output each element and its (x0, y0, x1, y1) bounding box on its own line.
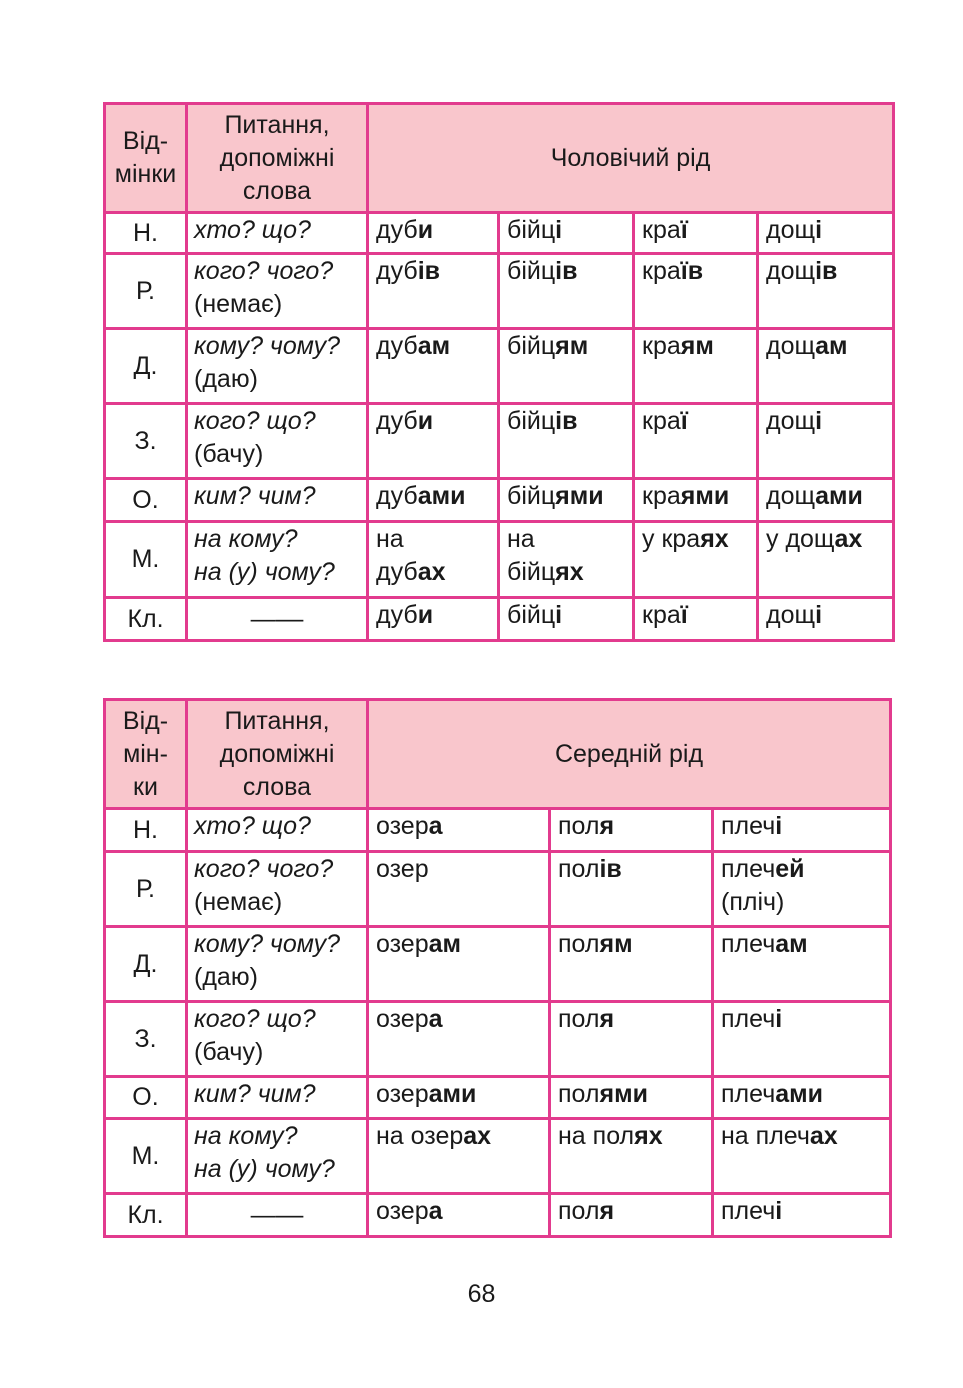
word-form (634, 522, 758, 598)
word-form (634, 329, 758, 404)
table-row (105, 1119, 891, 1194)
word-ending: ям (555, 332, 589, 360)
word-ending: ах (809, 1122, 838, 1150)
word-stem: озер (376, 930, 429, 958)
table-row (105, 927, 891, 1002)
question-text: на (у) чому? (194, 558, 335, 586)
page-number: 68 (467, 1280, 496, 1308)
case-label: Кл. (105, 598, 187, 641)
word-stem: дощ (766, 482, 816, 510)
word-form (499, 522, 634, 598)
helper-word: (немає) (194, 290, 283, 318)
word-stem: у дощ (766, 525, 835, 553)
word-form (713, 1119, 891, 1194)
word-ending: ами (417, 482, 466, 510)
table-row (105, 479, 894, 522)
word-ending: и (417, 216, 434, 244)
word-ending: ами (428, 1080, 477, 1108)
question-cell (187, 809, 368, 852)
word-stem: пол (558, 930, 600, 958)
word-ending: і (775, 1005, 783, 1033)
word-stem: плеч (721, 1005, 776, 1033)
word-stem: бійц (507, 257, 556, 285)
word-stem: озер (376, 1080, 429, 1108)
word-form (713, 1002, 891, 1077)
question-cell (187, 404, 368, 479)
case-label: Н. (105, 213, 187, 254)
word-stem: дуб (376, 601, 418, 629)
table-row (105, 1002, 891, 1077)
word-ending: я (599, 1005, 615, 1033)
question-text: ким? чим? (194, 482, 316, 510)
table-row (105, 213, 894, 254)
word-form (634, 213, 758, 254)
word-form (550, 1119, 713, 1194)
word-ending: ах (417, 558, 446, 586)
question-cell (187, 329, 368, 404)
word-stem: пол (558, 812, 600, 840)
word-form (499, 254, 634, 329)
word-ending: ам (775, 930, 808, 958)
word-stem: на пол (558, 1122, 635, 1150)
helper-word: (бачу) (194, 440, 264, 468)
word-form (368, 329, 499, 404)
word-ending: і (815, 407, 823, 435)
word-ending: ів (555, 407, 578, 435)
word-form (550, 1002, 713, 1077)
word-stem: дощ (766, 601, 816, 629)
case-label: М. (105, 522, 187, 598)
word-stem: пол (558, 1080, 600, 1108)
word-stem: озер (376, 1197, 429, 1225)
word-stem: на бійц (507, 525, 556, 586)
word-form (634, 254, 758, 329)
question-text: ким? чим? (194, 1080, 316, 1108)
case-label: Кл. (105, 1194, 187, 1237)
word-ending: а (428, 1197, 443, 1225)
word-ending: ів (815, 257, 838, 285)
word-form (758, 254, 894, 329)
word-stem: дощ (766, 216, 816, 244)
word-form (758, 479, 894, 522)
word-form (368, 479, 499, 522)
question-cell (187, 927, 368, 1002)
word-form (368, 852, 550, 927)
word-ending: і (775, 812, 783, 840)
word-stem: бійц (507, 216, 556, 244)
word-stem: озер (376, 1005, 429, 1033)
helper-word: (бачу) (194, 1038, 264, 1066)
question-cell (187, 213, 368, 254)
question-dash: —–– (187, 598, 368, 641)
word-ending: я (599, 1197, 615, 1225)
table-row (105, 404, 894, 479)
word-stem: на озер (376, 1122, 464, 1150)
case-label: Н. (105, 809, 187, 852)
word-form (368, 404, 499, 479)
word-ending: ями (555, 482, 604, 510)
word-ending: ам (417, 332, 451, 360)
word-ending: ями (680, 482, 730, 510)
word-ending: и (417, 601, 434, 629)
word-stem: плеч (721, 1197, 776, 1225)
case-label: М. (105, 1119, 187, 1194)
question-text: хто? що? (194, 812, 311, 840)
word-stem: кра (642, 407, 681, 435)
word-ending: ям (599, 930, 633, 958)
word-form (634, 479, 758, 522)
masculine-declension-table (103, 102, 895, 642)
word-ending: ї (680, 407, 688, 435)
word-variant: (пліч) (721, 888, 785, 916)
word-ending: ям (680, 332, 714, 360)
word-form (368, 213, 499, 254)
word-form (634, 404, 758, 479)
word-form (499, 598, 634, 641)
question-text: на кому? (194, 1122, 298, 1150)
question-cell (187, 1119, 368, 1194)
word-form (713, 1077, 891, 1119)
question-cell (187, 1002, 368, 1077)
question-text: кого? чого? (194, 855, 334, 883)
word-form (758, 598, 894, 641)
word-stem: кра (642, 601, 681, 629)
case-label: Р. (105, 852, 187, 927)
case-label: Р. (105, 254, 187, 329)
table-row (105, 1077, 891, 1119)
word-stem: дуб (376, 407, 418, 435)
word-ending: і (775, 1197, 783, 1225)
word-form (550, 1077, 713, 1119)
word-form (499, 404, 634, 479)
word-form (368, 522, 499, 598)
word-ending: і (555, 601, 563, 629)
table-row (105, 254, 894, 329)
neuter-declension-table (103, 698, 892, 1238)
word-form (713, 927, 891, 1002)
helper-word: (даю) (194, 963, 258, 991)
question-text: кого? що? (194, 1005, 316, 1033)
word-form (550, 927, 713, 1002)
word-ending: і (815, 216, 823, 244)
word-ending: їв (680, 257, 704, 285)
word-stem: на дуб (376, 525, 418, 586)
word-form (550, 1194, 713, 1237)
word-stem: дуб (376, 216, 418, 244)
word-stem: пол (558, 1197, 600, 1225)
word-stem: пол (558, 1005, 600, 1033)
word-stem: кра (642, 216, 681, 244)
word-ending: а (428, 1005, 443, 1033)
question-text: кого? чого? (194, 257, 334, 285)
word-form (499, 479, 634, 522)
case-label: Д. (105, 927, 187, 1002)
word-ending: ями (599, 1080, 648, 1108)
word-stem: бійц (507, 407, 556, 435)
case-column-header: Від- мінки (105, 104, 187, 213)
table-row (105, 522, 894, 598)
question-cell (187, 852, 368, 927)
word-stem: плеч (721, 812, 776, 840)
table-row (105, 809, 891, 852)
word-form (550, 809, 713, 852)
word-stem: плеч (721, 855, 776, 883)
word-stem: дуб (376, 332, 418, 360)
word-stem: дощ (766, 257, 816, 285)
word-ending: ів (555, 257, 578, 285)
word-ending: ей (775, 855, 805, 883)
question-column-header: Питання, допоміжні слова (187, 104, 368, 213)
word-form (368, 927, 550, 1002)
word-form (634, 598, 758, 641)
word-form (713, 809, 891, 852)
table-row (105, 598, 894, 641)
question-cell (187, 479, 368, 522)
word-stem: кра (642, 257, 681, 285)
word-ending: ях (634, 1122, 663, 1150)
case-label: З. (105, 1002, 187, 1077)
word-form (368, 1002, 550, 1077)
word-stem: дуб (376, 257, 418, 285)
question-text: на кому? (194, 525, 298, 553)
word-ending: ам (815, 332, 848, 360)
word-ending: ах (834, 525, 863, 553)
word-ending: ях (555, 558, 584, 586)
word-ending: и (417, 407, 434, 435)
word-form (550, 852, 713, 927)
helper-word: (даю) (194, 365, 258, 393)
word-form (758, 213, 894, 254)
table-row (105, 329, 894, 404)
word-form (368, 1119, 550, 1194)
case-label: О. (105, 479, 187, 522)
word-form (713, 852, 891, 927)
word-ending: ях (700, 525, 729, 553)
word-stem: дощ (766, 332, 816, 360)
word-ending: а (428, 812, 443, 840)
question-dash: —–– (187, 1194, 368, 1237)
table-row (105, 1194, 891, 1237)
word-form (368, 598, 499, 641)
word-ending: ї (680, 216, 688, 244)
word-stem: кра (642, 482, 681, 510)
word-stem: озер (376, 855, 429, 883)
word-ending: ів (599, 855, 622, 883)
word-form (368, 254, 499, 329)
word-form (758, 522, 894, 598)
word-stem: пол (558, 855, 600, 883)
table-row (105, 852, 891, 927)
word-stem: бійц (507, 332, 556, 360)
word-stem: кра (642, 332, 681, 360)
word-stem: озер (376, 812, 429, 840)
helper-word: (немає) (194, 888, 283, 916)
word-form (368, 1077, 550, 1119)
word-form (758, 329, 894, 404)
word-stem: у кра (642, 525, 701, 553)
word-stem: на плеч (721, 1122, 810, 1150)
word-ending: ах (463, 1122, 492, 1150)
word-stem: бійц (507, 482, 556, 510)
word-form (499, 329, 634, 404)
question-text: хто? що? (194, 216, 311, 244)
word-ending: і (555, 216, 563, 244)
word-stem: плеч (721, 930, 776, 958)
gender-header: Середній рід (368, 700, 891, 809)
question-text: кого? що? (194, 407, 316, 435)
word-stem: дуб (376, 482, 418, 510)
case-label: З. (105, 404, 187, 479)
word-form (713, 1194, 891, 1237)
question-text: кому? чому? (194, 332, 341, 360)
question-cell (187, 522, 368, 598)
word-ending: ами (775, 1080, 824, 1108)
word-ending: і (815, 601, 823, 629)
word-ending: ї (680, 601, 688, 629)
question-text: на (у) чому? (194, 1155, 335, 1183)
question-text: кому? чому? (194, 930, 341, 958)
word-form (758, 404, 894, 479)
word-stem: бійц (507, 601, 556, 629)
case-label: Д. (105, 329, 187, 404)
word-stem: плеч (721, 1080, 776, 1108)
word-form (499, 213, 634, 254)
word-form (368, 1194, 550, 1237)
question-cell (187, 1077, 368, 1119)
word-stem: дощ (766, 407, 816, 435)
question-cell (187, 254, 368, 329)
word-form (368, 809, 550, 852)
word-ending: ами (815, 482, 863, 510)
gender-header: Чоловічий рід (368, 104, 894, 213)
word-ending: я (599, 812, 615, 840)
word-ending: ам (428, 930, 462, 958)
question-column-header: Питання, допоміжні слова (187, 700, 368, 809)
word-ending: ів (417, 257, 441, 285)
case-column-header: Від- мін- ки (105, 700, 187, 809)
case-label: О. (105, 1077, 187, 1119)
